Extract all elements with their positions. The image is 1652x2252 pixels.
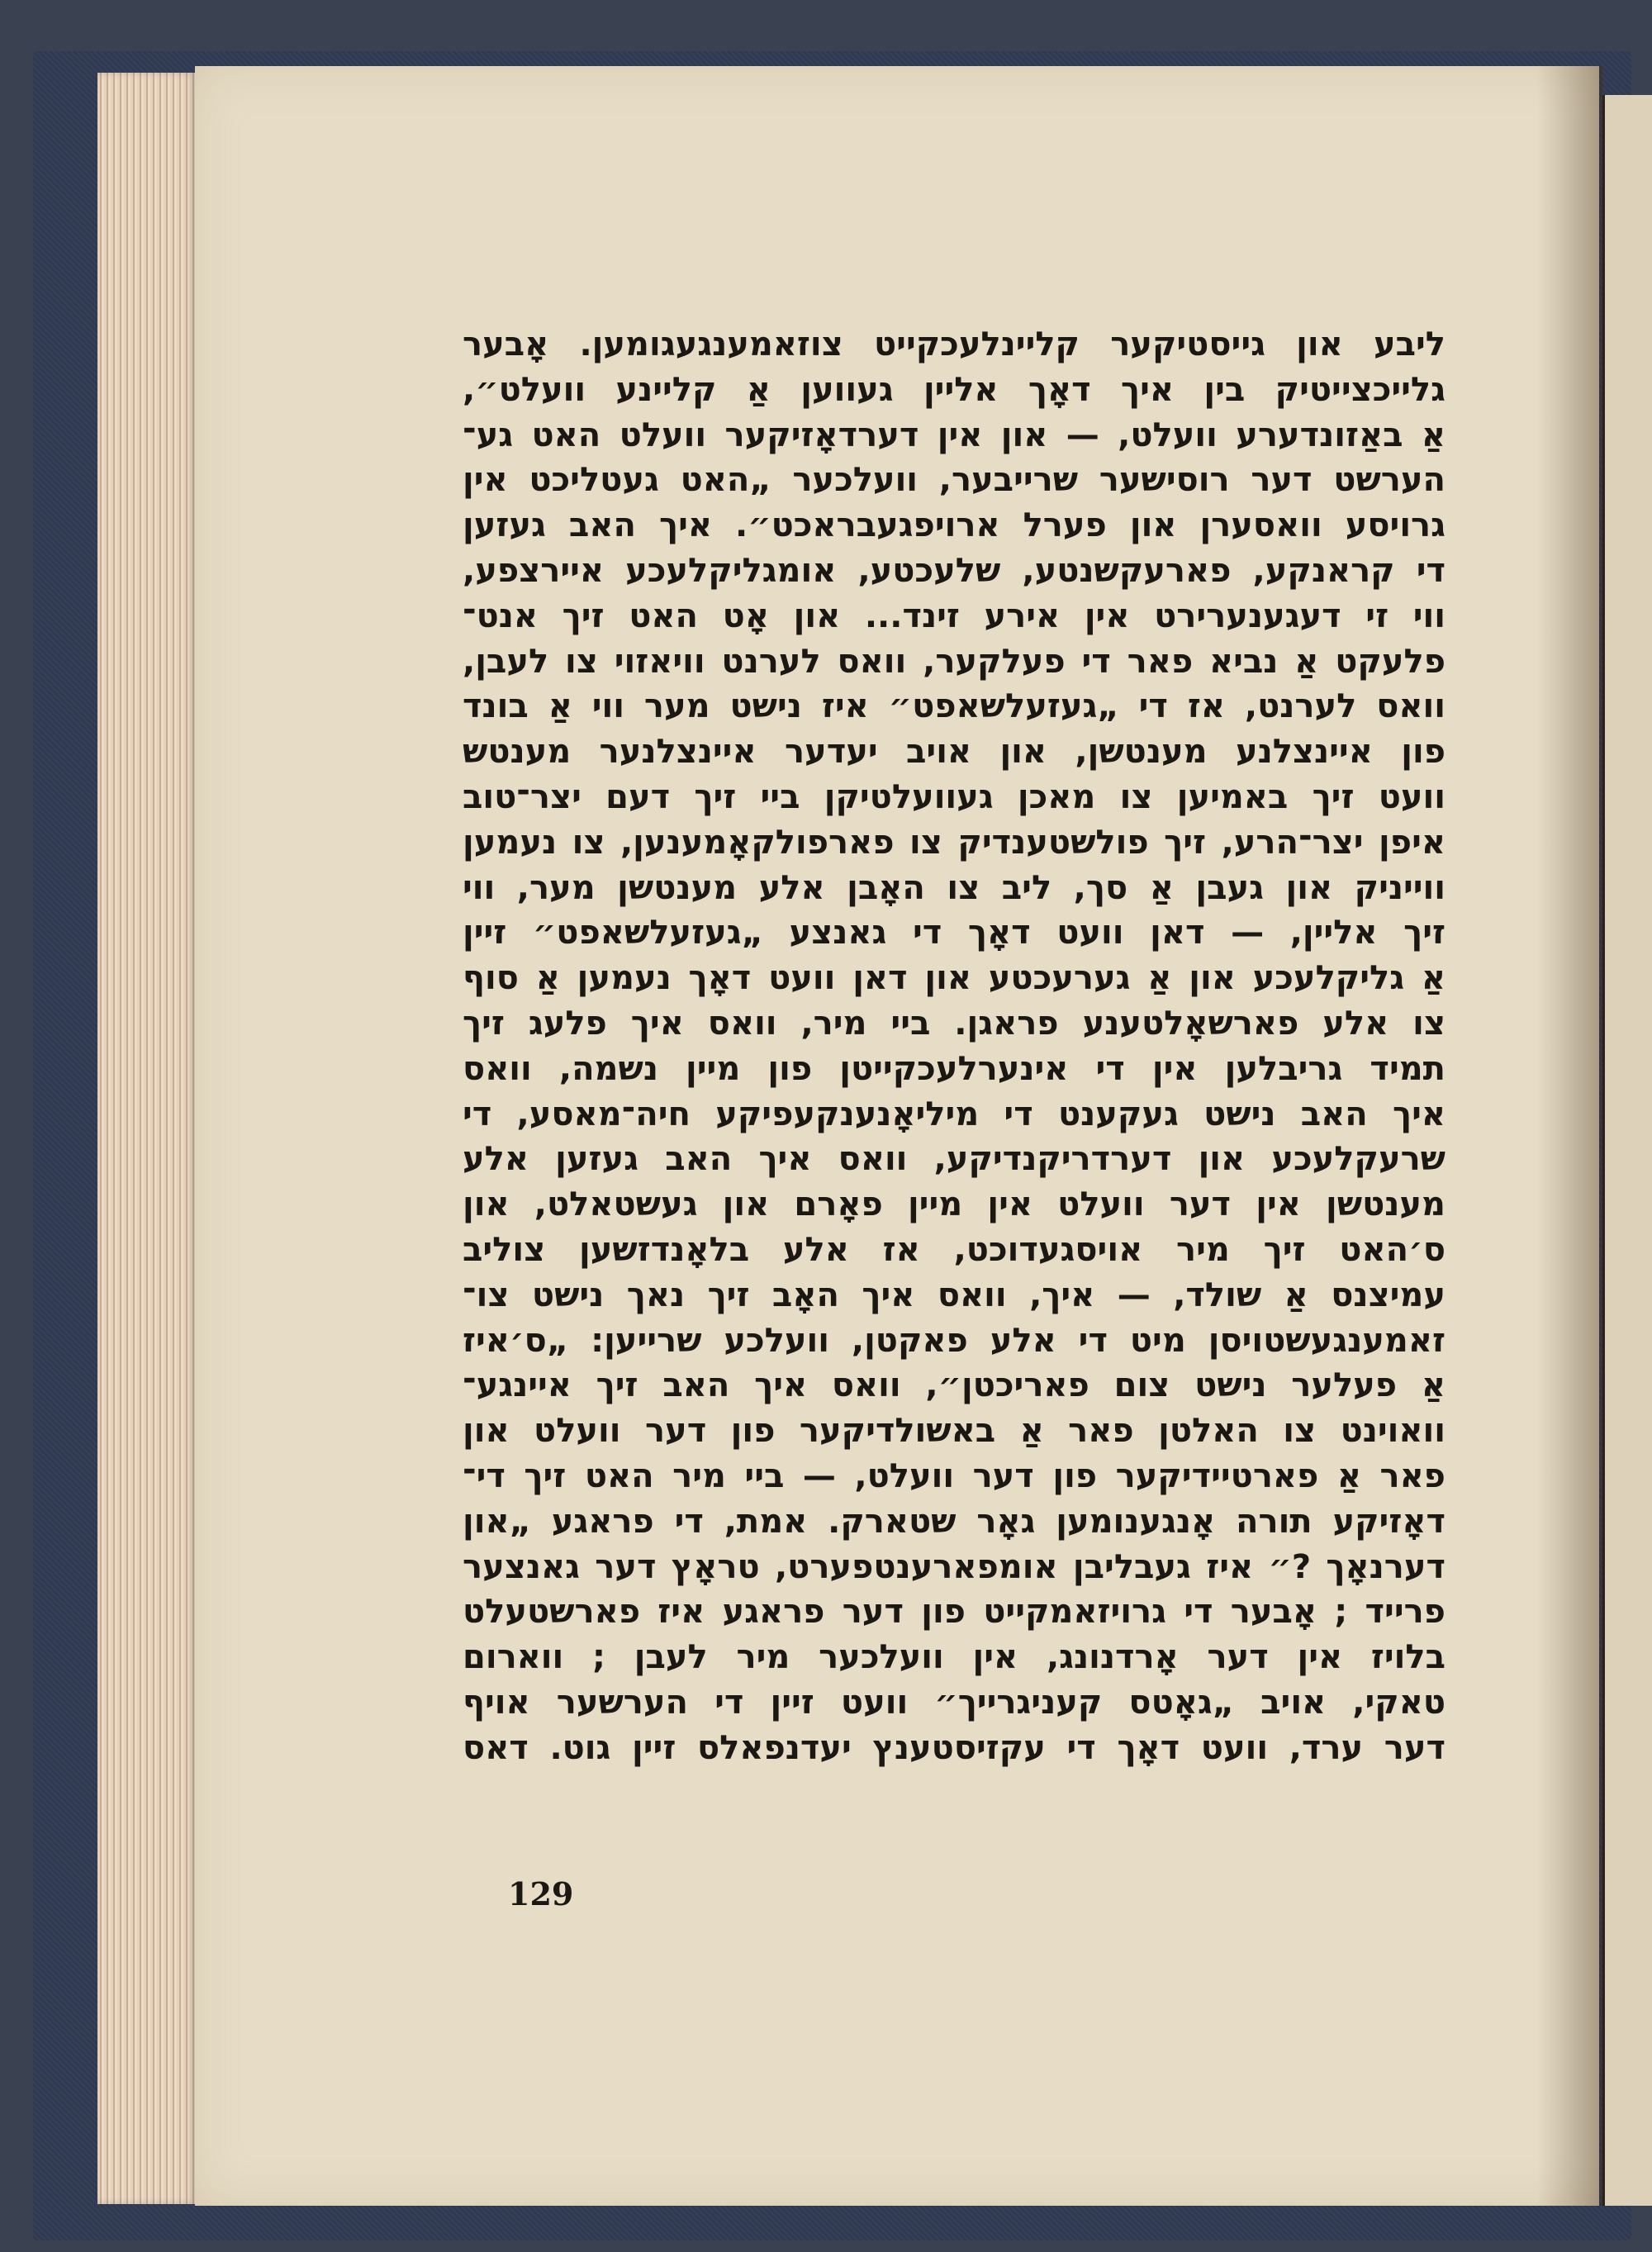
text-line: די קראנקע, פארעקשנטע, שלעכטע, אומגליקלעכע איירצפע,: [463, 551, 1446, 590]
text-line: טאקי, אויב „גאָטס קעניגרייך״ וועט זיין די הערשער אויף: [463, 1683, 1446, 1722]
text-line: תמיד גריבלען אין די אינערלעכקייטן פון מיין נשמה, וואס: [463, 1049, 1446, 1088]
text-line: וואוינט צו האלטן פאר אַ באשולדיקער פון דער וועלט און: [463, 1412, 1446, 1451]
page-edges: [97, 73, 197, 2204]
facing-page-edge: [1602, 95, 1652, 2206]
text-line: אַ פעלער נישט צום פאריכטן״, וואס איך האב זיך איינגע־: [463, 1366, 1446, 1405]
text-line: פרייד ; אָבער די גרויזאמקייט פון דער פראגע איז פארשטעלט: [463, 1593, 1446, 1632]
text-line: וואס לערנט, אז די „געזעלשאפט״ איז נישט מער ווי אַ בונד: [463, 687, 1446, 726]
text-line: מענטשן אין דער וועלט אין מיין פאָרם און געשטאלט, און: [463, 1185, 1446, 1224]
text-line: הערשט דער רוסישער שרייבער, וועלכער „האט געטליכט אין: [463, 461, 1446, 500]
text-line: אַ באַזונדערע וועלט, — און אין דערדאָזיקער וועלט האט גע־: [463, 416, 1446, 454]
text-line: ס׳האט זיך מיר אויסגעדוכט, אז אלע בלאָנדזשען צוליב: [463, 1230, 1446, 1269]
text-line: ווי זי דעגענערירט אין אירע זינד... און אָט האט זיך אנט־: [463, 596, 1446, 635]
text-line: בלויז אין דער אָרדנונג, אין וועלכער מיר לעבן ; ווארום: [463, 1638, 1446, 1677]
text-line: פון איינצלנע מענטשן, און אויב יעדער איינצלנער מענטש: [463, 733, 1446, 772]
text-line: גלייכצייטיק בין איך דאָך אליין געווען אַ קליינע וועלט״,: [463, 370, 1446, 409]
text-line: אַ גליקלעכע און אַ גערעכטע און דאן וועט דאָך נעמען אַ סוף: [463, 959, 1446, 998]
text-line: וועט זיך באמיען צו מאכן געוועלטיקן ביי זיך דעם יצר־טוב: [463, 777, 1446, 816]
text-line: זאמענגעשטויסן מיט די אלע פאקטן, וועלכע שרייען: „ס׳איז: [463, 1321, 1446, 1360]
text-line: איפן יצר־הרע, זיך פולשטענדיק צו פארפולקאָמענען, צו נעמען: [463, 823, 1446, 862]
text-line: ווייניק און געבן אַ סך, ליב צו האָבן אלע מענטשן מער, ווי: [463, 868, 1446, 907]
text-line: עמיצנס אַ שולד, — איך, וואס איך האָב זיך נאך נישט צו־: [463, 1276, 1446, 1314]
text-line: דאָזיקע תורה אָנגענומען גאָר שטארק. אמת, די פראגע „און: [463, 1502, 1446, 1541]
body-text: [463, 322, 1446, 1771]
spine-shadow: [1536, 66, 1602, 2206]
text-line: זיך אליין, — דאן וועט דאָך די גאנצע „געזעלשאפט״ זיין: [463, 914, 1446, 953]
text-line: דער ערד, וועט דאָך די עקזיסטענץ יעדנפאלס זיין גוט. דאס: [463, 1728, 1446, 1767]
text-line: ליבע און גייסטיקער קליינלעכקייט צוזאמענגעגומען. אָבער: [463, 325, 1446, 363]
text-line: גרויסע וואסערן און פערל ארויפגעבראכט״. איך האב געזען: [463, 506, 1446, 545]
text-line: דערנאָך ?״ איז געבליבן אומפארענטפערט, טראָץ דער גאנצער: [463, 1547, 1446, 1586]
text-line: שרעקלעכע און דערדריקנדיקע, וואס איך האב געזען אלע: [463, 1140, 1446, 1179]
text-line: פלעקט אַ נביא פאר די פעלקער, וואס לערנט וויאזוי צו לעבן,: [463, 642, 1446, 681]
text-line: איך האב נישט געקענט די מיליאָנענקעפיקע חיה־מאסע, די: [463, 1095, 1446, 1133]
text-line: צו אלע פארשאָלטענע פראגן. ביי מיר, וואס איך פלעג זיך: [463, 1004, 1446, 1043]
page-number: 129: [508, 1875, 574, 1912]
text-line: פאר אַ פארטיידיקער פון דער וועלט, — ביי מיר האט זיך די־: [463, 1456, 1446, 1495]
